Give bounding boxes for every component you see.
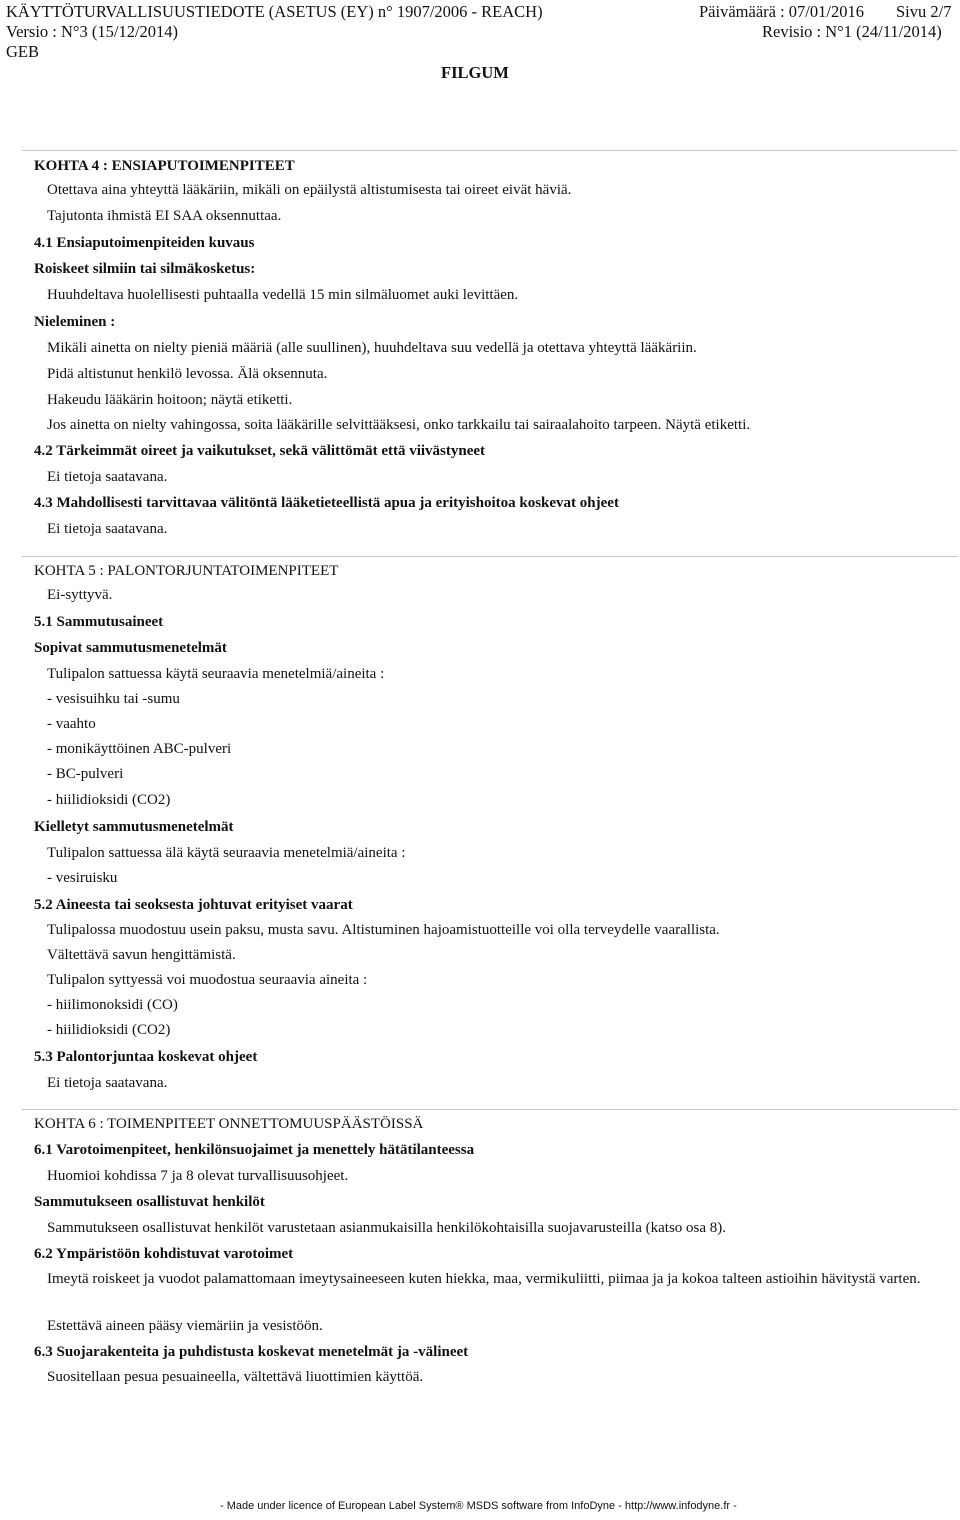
subsection-5-2-title: 5.2 Aineesta tai seoksesta johtuvat erityiset vaarat bbox=[34, 897, 353, 913]
section-4-divider bbox=[22, 150, 958, 151]
unsuitable-media-intro: Tulipalon sattuessa älä käytä seuraavia menetelmiä/aineita : bbox=[47, 845, 406, 861]
suitable-media-intro: Tulipalon sattuessa käytä seuraavia menetelmiä/aineita : bbox=[47, 666, 385, 682]
suitable-media-item: - BC-pulveri bbox=[47, 766, 124, 782]
product-name: FILGUM bbox=[441, 63, 509, 82]
hazard-line: Vältettävä savun hengittämistä. bbox=[47, 947, 236, 963]
eye-contact-label: Roiskeet silmiin tai silmäkosketus: bbox=[34, 261, 256, 277]
subsection-4-2-title: 4.2 Tärkeimmät oireet ja vaikutukset, sekä välittömät että viivästyneet bbox=[34, 443, 486, 459]
eye-contact-text: Huuhdeltava huolellisesti puhtaalla vedellä 15 min silmäluomet auki levittäen. bbox=[47, 287, 519, 303]
ingestion-label: Nieleminen : bbox=[34, 314, 116, 330]
unsuitable-media-label: Kielletyt sammutusmenetelmät bbox=[34, 819, 234, 835]
hazard-line: - hiilidioksidi (CO2) bbox=[47, 1022, 171, 1038]
firefighters-label: Sammutukseen osallistuvat henkilöt bbox=[34, 1194, 265, 1210]
subsection-4-3-text: Ei tietoja saatavana. bbox=[47, 521, 168, 537]
subsection-5-3-title: 5.3 Palontorjuntaa koskevat ohjeet bbox=[34, 1049, 258, 1065]
subsection-6-1-text: Huomioi kohdissa 7 ja 8 olevat turvallisuusohjeet. bbox=[47, 1168, 349, 1184]
subsection-6-2-paragraph: Imeytä roiskeet ja vuodot palamattomaan imeytysaineeseen kuten hiekka, maa, vermikuliitti, piimaa ja ja kokoa talteen astioihin hävitystä varten. bbox=[47, 1271, 921, 1287]
subsection-6-2-title: 6.2 Ympäristöön kohdistuvat varotoimet bbox=[34, 1246, 294, 1262]
subsection-6-2-text: Estettävä aineen pääsy viemäriin ja vesistöön. bbox=[47, 1318, 323, 1334]
subsection-5-1-title: 5.1 Sammutusaineet bbox=[34, 614, 164, 630]
document-title: KÄYTTÖTURVALLISUUSTIEDOTE (ASETUS (EY) n° 1907/2006 - REACH) bbox=[6, 2, 543, 21]
page-number: Sivu 2/7 bbox=[896, 2, 952, 21]
ingestion-line: Hakeudu lääkärin hoitoon; näytä etiketti. bbox=[47, 392, 293, 408]
section-4-heading: KOHTA 4 : ENSIAPUTOIMENPITEET bbox=[34, 158, 295, 174]
subsection-4-2-text: Ei tietoja saatavana. bbox=[47, 469, 168, 485]
suitable-media-item: - vaahto bbox=[47, 716, 96, 732]
hazard-line: - hiilimonoksidi (CO) bbox=[47, 997, 178, 1013]
suitable-media-item: - monikäyttöinen ABC-pulveri bbox=[47, 741, 232, 757]
subsection-6-3-text: Suositellaan pesua pesuaineella, vältettävä liuottimien käyttöä. bbox=[47, 1369, 424, 1385]
section-5-divider bbox=[22, 556, 958, 557]
ingestion-line: Pidä altistunut henkilö levossa. Älä oksennuta. bbox=[47, 366, 328, 382]
version-label: Versio : N°3 (15/12/2014) bbox=[6, 22, 179, 41]
firefighters-text: Sammutukseen osallistuvat henkilöt varustetaan asianmukaisilla henkilökohtaisilla suojavarusteilla (katso osa 8). bbox=[47, 1220, 727, 1236]
suitable-media-item: - vesisuihku tai -sumu bbox=[47, 691, 180, 707]
section-5-heading: KOHTA 5 : PALONTORJUNTATOIMENPITEET bbox=[34, 563, 339, 579]
ingestion-line: Jos ainetta on nielty vahingossa, soita lääkärille selvittääksesi, onko tarkkailu tai sairaalahoito tarpeen. Näytä etiketti. bbox=[47, 417, 751, 433]
revision-label: Revisio : N°1 (24/11/2014) bbox=[762, 22, 942, 41]
subsection-6-3-title: 6.3 Suojarakenteita ja puhdistusta koskevat menetelmät ja -välineet bbox=[34, 1344, 469, 1360]
language-code: GEB bbox=[6, 42, 39, 61]
subsection-4-3-title: 4.3 Mahdollisesti tarvittavaa välitöntä lääketieteellistä apua ja erityishoitoa koskevat ohjeet bbox=[34, 495, 619, 511]
section-5-intro: Ei-syttyvä. bbox=[47, 587, 113, 603]
footer-licence: - Made under licence of European Label System® MSDS software from InfoDyne - http://www.infodyne.fr - bbox=[220, 1500, 737, 1512]
subsection-4-1-title: 4.1 Ensiaputoimenpiteiden kuvaus bbox=[34, 235, 255, 251]
section-4-intro-line: Tajutonta ihmistä EI SAA oksennuttaa. bbox=[47, 208, 282, 224]
hazard-line: Tulipalossa muodostuu usein paksu, musta savu. Altistuminen hajoamistuotteille voi olla terveydelle vaarallista. bbox=[47, 922, 720, 938]
subsection-5-3-text: Ei tietoja saatavana. bbox=[47, 1075, 168, 1091]
section-6-divider bbox=[22, 1109, 958, 1110]
subsection-6-1-title: 6.1 Varotoimenpiteet, henkilönsuojaimet ja menettely hätätilanteessa bbox=[34, 1142, 475, 1158]
section-4-intro-line: Otettava aina yhteyttä lääkäriin, mikäli on epäilystä altistumisesta tai oireet eivät häviä. bbox=[47, 182, 572, 198]
section-6-heading: KOHTA 6 : TOIMENPITEET ONNETTOMUUSPÄÄSTÖISSÄ bbox=[34, 1116, 424, 1132]
ingestion-line: Mikäli ainetta on nielty pieniä määriä (alle suullinen), huuhdeltava suu vedellä ja otettava yhteyttä lääkäriin. bbox=[47, 340, 697, 356]
unsuitable-media-item: - vesiruisku bbox=[47, 870, 118, 886]
hazard-line: Tulipalon syttyessä voi muodostua seuraavia aineita : bbox=[47, 972, 368, 988]
suitable-media-label: Sopivat sammutusmenetelmät bbox=[34, 640, 227, 656]
date-label: Päivämäärä : 07/01/2016 bbox=[699, 2, 864, 21]
suitable-media-item: - hiilidioksidi (CO2) bbox=[47, 792, 171, 808]
